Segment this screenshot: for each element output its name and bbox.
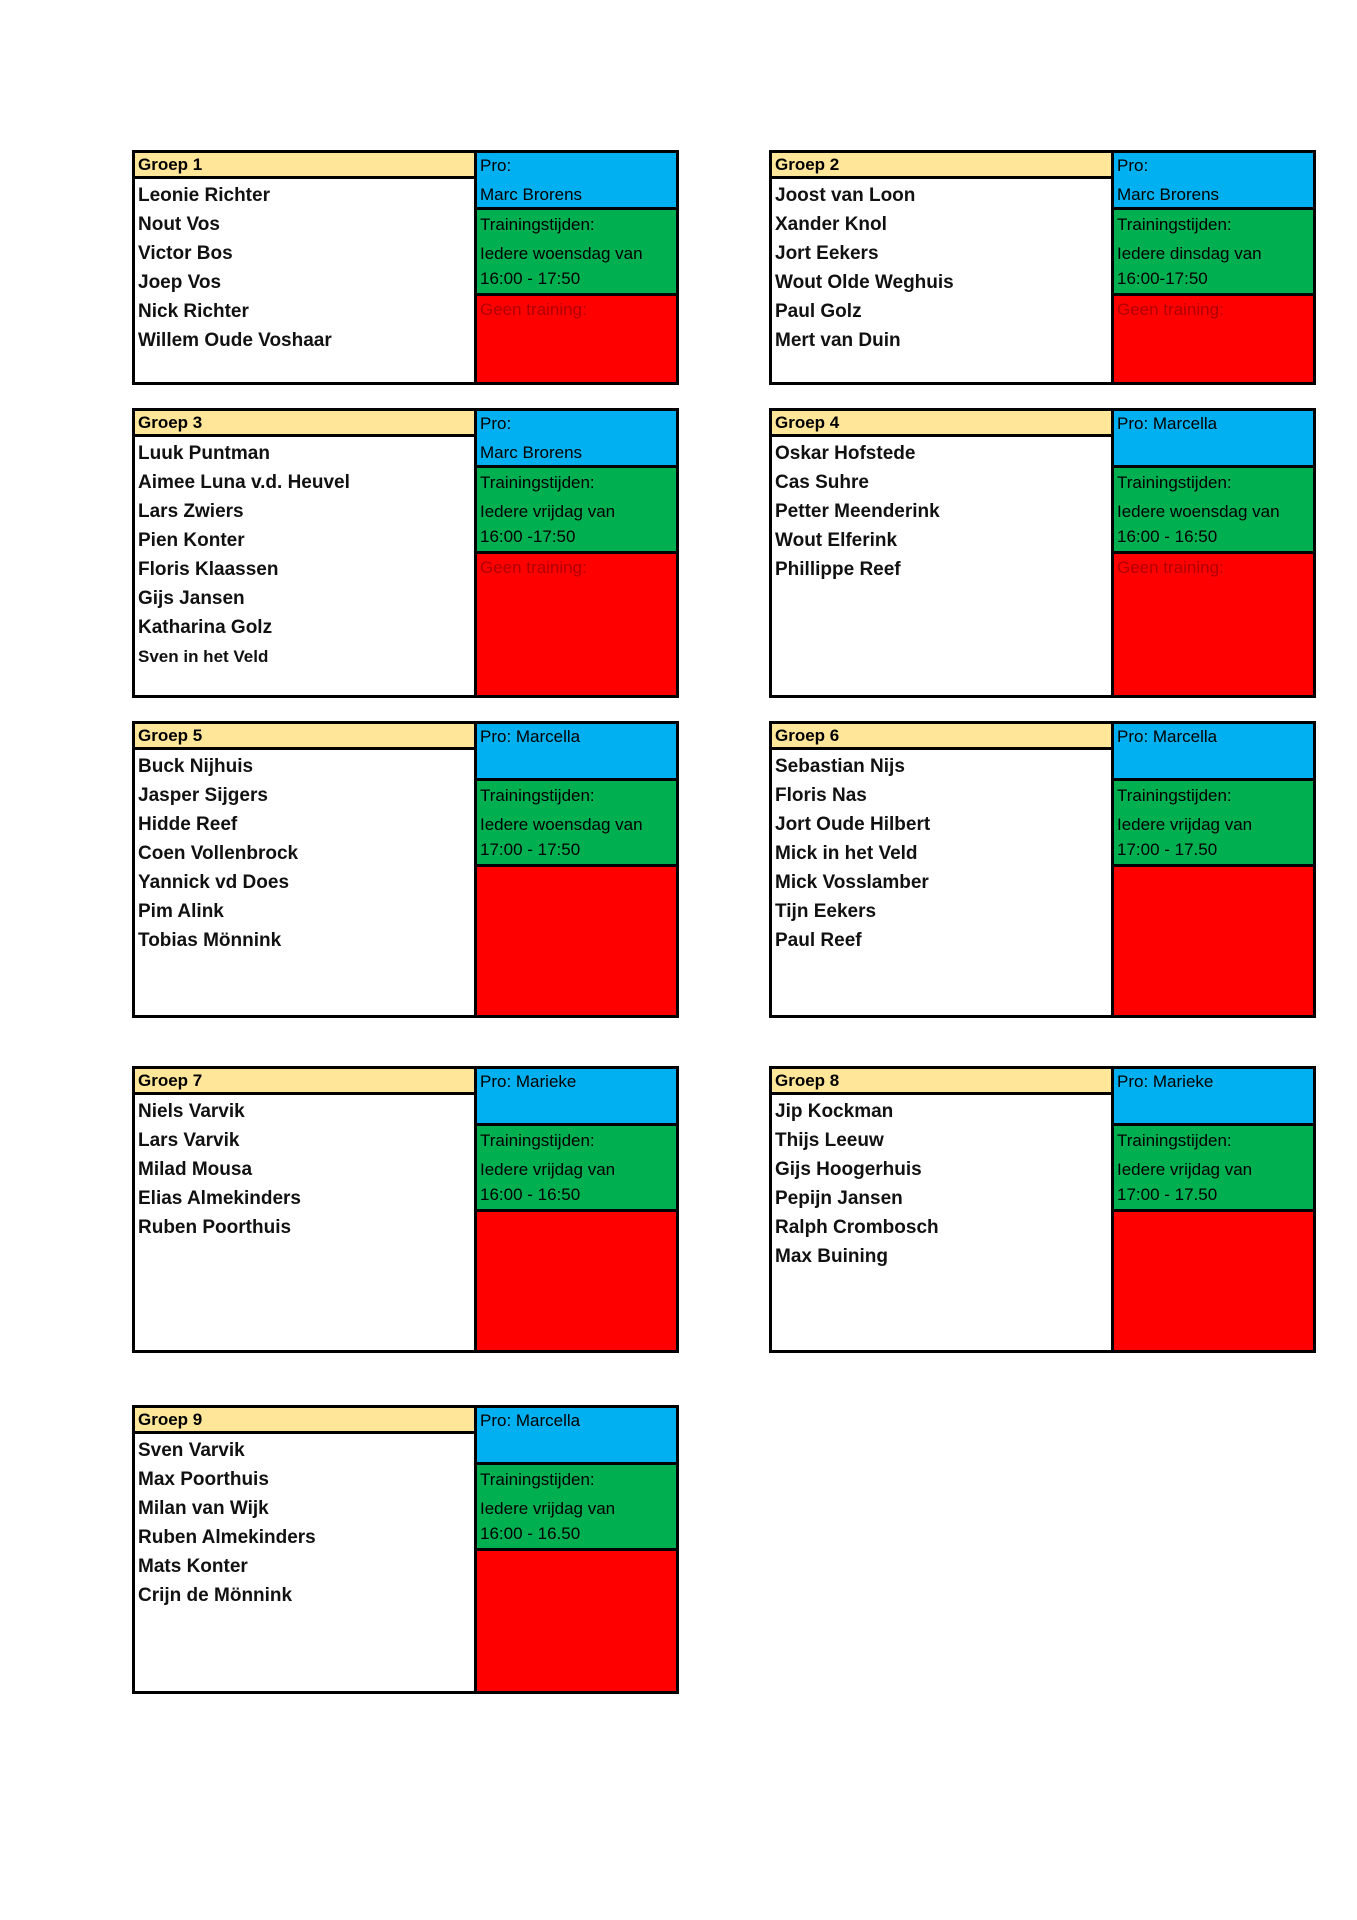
member-names [772,437,1111,584]
group-title: Groep 3 [135,411,474,437]
member-names [135,750,474,955]
no-training-cell [1114,296,1313,382]
member-name: Tijn Eekers [775,901,877,922]
pro-name [1117,750,1313,778]
group-info [1114,1069,1313,1350]
member-name: Aimee Luna v.d. Heuvel [138,472,350,493]
member-list [135,1408,477,1691]
no-training-cell [477,554,676,695]
member-name: Sebastian Nijs [775,756,905,777]
pro-label: Pro: [480,156,512,175]
member-name: Milan van Wijk [138,1498,269,1519]
no-training-label: Geen training: [480,300,587,319]
group-info [1114,153,1313,382]
member-name: Niels Varvik [138,1101,245,1122]
no-training-cell [1114,1212,1313,1350]
group-card-7 [132,1066,679,1353]
group-info [477,153,676,382]
member-list [135,411,477,695]
member-name: Cas Suhre [775,472,869,493]
group-title: Groep 1 [135,153,474,179]
pro-cell [477,724,676,781]
pro-cell [1114,153,1313,210]
member-name: Wout Olde Weghuis [775,272,954,293]
member-name: Mick in het Veld [775,843,918,864]
group-info [1114,411,1313,695]
member-name: Tobias Mönnink [138,930,282,951]
pro-name [480,750,676,778]
member-name: Victor Bos [138,243,233,264]
no-training-cell [1114,867,1313,1015]
pro-name: Marc Brorens [480,443,583,462]
pro-name [480,1095,676,1123]
training-time: 16:00 - 16:50 [1117,527,1218,546]
no-training-cell [477,1551,676,1691]
member-name: Jort Eekers [775,243,879,264]
member-names [135,179,474,355]
group-title: Groep 9 [135,1408,474,1434]
pro-cell [477,153,676,210]
member-name: Max Poorthuis [138,1469,269,1490]
training-cell [477,781,676,867]
training-label: Trainingstijden: [480,786,595,805]
pro-name [1117,437,1313,465]
member-list [772,1069,1114,1350]
member-name: Yannick vd Does [138,872,290,893]
member-name: Lars Varvik [138,1130,240,1151]
member-name: Lars Zwiers [138,501,244,522]
member-name: Coen Vollenbrock [138,843,299,864]
member-name: Ruben Poorthuis [138,1217,292,1238]
pro-label: Pro: [480,414,512,433]
member-name: Floris Nas [775,785,867,806]
training-label: Trainingstijden: [480,215,595,234]
no-training-label: Geen training: [1117,300,1224,319]
member-name: Max Buining [775,1246,888,1267]
group-card-4 [769,408,1316,698]
member-name: Gijs Hoogerhuis [775,1159,922,1180]
pro-name [1117,1095,1313,1123]
member-name: Mats Konter [138,1556,248,1577]
no-training-label [1117,1212,1313,1238]
pro-label: Pro: Marcella [1117,414,1218,433]
training-time: 16:00-17:50 [1117,269,1208,288]
member-name: Crijn de Mönnink [138,1585,293,1606]
no-training-label [480,1212,676,1238]
member-name: Mert van Duin [775,330,901,351]
member-name: Phillippe Reef [775,559,901,580]
group-title: Groep 2 [772,153,1111,179]
member-name: Wout Elferink [775,530,898,551]
group-info [477,1408,676,1691]
no-training-label [1117,867,1313,893]
pro-label: Pro: Marcella [480,1411,581,1430]
member-name: Thijs Leeuw [775,1130,884,1151]
pro-cell [1114,724,1313,781]
group-card-8 [769,1066,1316,1353]
member-name: Jip Kockman [775,1101,894,1122]
group-title: Groep 7 [135,1069,474,1095]
member-list [135,1069,477,1350]
training-time: 16:00 - 17:50 [480,269,581,288]
no-training-label [480,1551,676,1577]
training-time: 17:00 - 17.50 [1117,1185,1218,1204]
pro-label: Pro: Marcella [1117,727,1218,746]
member-name: Paul Reef [775,930,862,951]
member-name: Paul Golz [775,301,862,322]
no-training-label: Geen training: [480,558,587,577]
member-name: Katharina Golz [138,617,273,638]
member-name: Joep Vos [138,272,222,293]
training-cell [1114,210,1313,296]
no-training-cell [1114,554,1313,695]
member-list [135,153,477,382]
member-name: Hidde Reef [138,814,238,835]
training-time: 16:00 -17:50 [480,527,576,546]
training-cell [1114,1126,1313,1212]
pro-name: Marc Brorens [1117,185,1220,204]
training-label: Trainingstijden: [1117,473,1232,492]
pro-cell [477,1408,676,1465]
group-card-5 [132,721,679,1018]
training-time: 17:00 - 17.50 [1117,840,1218,859]
pro-label: Pro: Marcella [480,727,581,746]
member-name: Nick Richter [138,301,249,322]
group-info [1114,724,1313,1015]
member-list [135,724,477,1015]
training-day: Iedere dinsdag van [1117,244,1262,263]
training-cell [477,210,676,296]
member-name: Joost van Loon [775,185,916,206]
member-name: Oskar Hofstede [775,443,916,464]
group-info [477,724,676,1015]
member-list [772,724,1114,1015]
training-day: Iedere vrijdag van [1117,1160,1253,1179]
training-label: Trainingstijden: [480,1131,595,1150]
training-cell [477,1126,676,1212]
pro-cell [1114,1069,1313,1126]
member-list [772,411,1114,695]
member-name: Leonie Richter [138,185,270,206]
member-names [135,437,474,671]
group-card-2 [769,150,1316,385]
training-time: 17:00 - 17:50 [480,840,581,859]
pro-cell [477,1069,676,1126]
member-names [135,1095,474,1242]
member-names [772,750,1111,955]
training-time: 16:00 - 16.50 [480,1524,581,1543]
group-title: Groep 5 [135,724,474,750]
group-title: Groep 4 [772,411,1111,437]
no-training-cell [477,867,676,1015]
member-name: Pim Alink [138,901,224,922]
member-name: Nout Vos [138,214,220,235]
training-day: Iedere woensdag van [1117,502,1280,521]
no-training-label [480,867,676,893]
group-info [477,1069,676,1350]
training-day: Iedere woensdag van [480,815,643,834]
training-day: Iedere vrijdag van [1117,815,1253,834]
member-name: Ruben Almekinders [138,1527,316,1548]
pro-name [480,1434,676,1462]
training-label: Trainingstijden: [1117,215,1232,234]
member-names [135,1434,474,1610]
no-training-cell [477,1212,676,1350]
training-cell [477,468,676,554]
member-name: Ralph Crombosch [775,1217,939,1238]
member-name: Floris Klaassen [138,559,279,580]
member-name: Jort Oude Hilbert [775,814,931,835]
training-cell [1114,468,1313,554]
member-list [772,153,1114,382]
training-label: Trainingstijden: [1117,1131,1232,1150]
group-card-6 [769,721,1316,1018]
member-name: Xander Knol [775,214,887,235]
training-label: Trainingstijden: [480,1470,595,1489]
training-label: Trainingstijden: [1117,786,1232,805]
group-card-1 [132,150,679,385]
member-name: Pien Konter [138,530,245,551]
member-name: Sven in het Veld [138,647,269,666]
member-name: Willem Oude Voshaar [138,330,332,351]
member-name: Pepijn Jansen [775,1188,903,1209]
training-cell [477,1465,676,1551]
group-title: Groep 6 [772,724,1111,750]
pro-cell [477,411,676,468]
member-name: Jasper Sijgers [138,785,268,806]
member-name: Sven Varvik [138,1440,245,1461]
member-name: Mick Vosslamber [775,872,929,893]
member-name: Elias Almekinders [138,1188,301,1209]
pro-name: Marc Brorens [480,185,583,204]
training-day: Iedere vrijdag van [480,1499,616,1518]
training-cell [1114,781,1313,867]
training-day: Iedere vrijdag van [480,502,616,521]
no-training-cell [477,296,676,382]
training-day: Iedere woensdag van [480,244,643,263]
member-name: Luuk Puntman [138,443,270,464]
group-title: Groep 8 [772,1069,1111,1095]
pro-label: Pro: [1117,156,1149,175]
member-name: Buck Nijhuis [138,756,254,777]
group-info [477,411,676,695]
pro-label: Pro: Marieke [480,1072,577,1091]
member-name: Gijs Jansen [138,588,245,609]
group-card-3 [132,408,679,698]
member-name: Petter Meenderink [775,501,940,522]
pro-label: Pro: Marieke [1117,1072,1214,1091]
training-time: 16:00 - 16:50 [480,1185,581,1204]
pro-cell [1114,411,1313,468]
member-name: Milad Mousa [138,1159,253,1180]
training-label: Trainingstijden: [480,473,595,492]
training-day: Iedere vrijdag van [480,1160,616,1179]
member-names [772,179,1111,355]
no-training-label: Geen training: [1117,558,1224,577]
group-card-9 [132,1405,679,1694]
member-names [772,1095,1111,1271]
